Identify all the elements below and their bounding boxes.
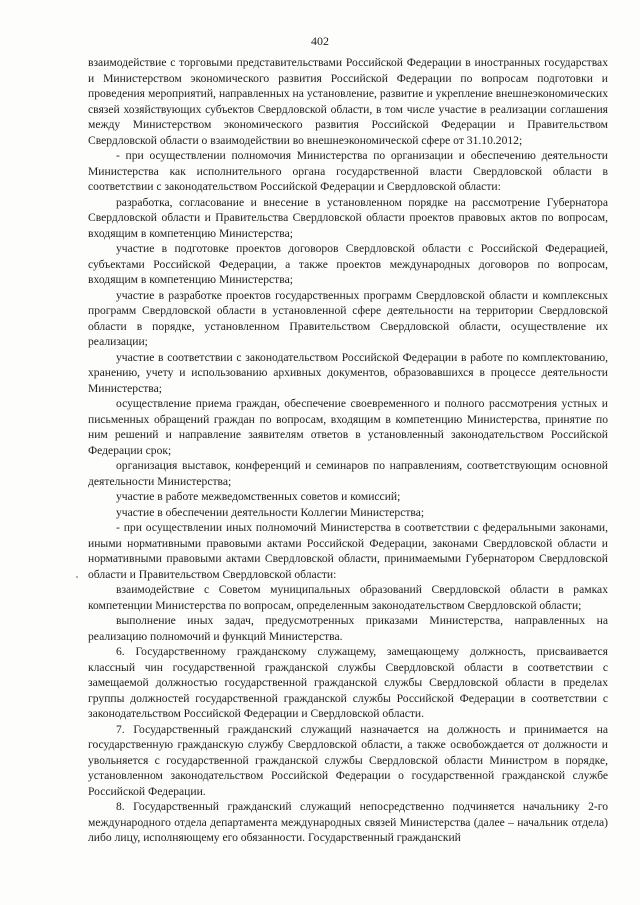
paragraph: участие в разработке проектов государственных программ Свердловской области и комплексных программ Свердловской области в установленной сфере деятельности на территории Свердловской области в порядке, установленном Правительством Свердловской области, осуществление их реализации; [88,288,608,348]
paragraph: участие в подготовке проектов договоров Свердловской области с Российской Федерацией, субъектами Российской Федерации, а также проектов международных договоров по вопросам, входящим в компетенцию Министерства; [88,242,608,286]
paragraph: 6. Государственному гражданскому служащему, замещающему должность, присваивается классный чин государственной гражданской службы Свердловской области в соответствии с замещаемой должностью государственной гражданской службы Свердловской области в пределах группы должностей государственной гражданской службы Российской Федерации в соответствии с законодательством Российской Федерации и Свердловской области. [88,645,608,720]
paragraph: - при осуществлении иных полномочий Министерства в соответствии с федеральными законами, иными нормативными правовыми актами Российской Федерации, законами Свердловской области и нормативными правовыми актами Свердловской области, принимаемыми Губернатором Свердловской области и Правительством Свердловской области: [88,521,608,581]
paragraph: взаимодействие с торговыми представительствами Российской Федерации в иностранных государствах и Министерством экономического развития Российской Федерации по вопросам подготовки и проведения мероприятий, направленных на установление, развитие и укрепление внешнеэкономических связей хозяйствующих субъектов Свердловской области, в том числе участие в реализации соглашения между Министерством экономического развития Российской Федерации и Правительством Свердловской области о взаимодействии во внешнеэкономической сфере от 31.10.2012; [88,56,608,147]
paragraph: осуществление приема граждан, обеспечение своевременного и полного рассмотрения устных и письменных обращений граждан по вопросам, входящим в компетенцию Министерства, принятие по ним решений и направление заявителям ответов в установленный законодательством Российской Федерации срок; [88,397,608,457]
paragraph: организация выставок, конференций и семинаров по направлениям, соответствующим основной деятельности Министерства; [88,459,608,488]
paragraph: взаимодействие с Советом муниципальных образований Свердловской области в рамках компетенции Министерства по вопросам, определенным законодательством Свердловской области; [88,583,608,612]
paragraph: - при осуществлении полномочия Министерства по организации и обеспечению деятельности Министерства как исполнительного органа государственной власти Свердловской области в соответствии с законодательством Российской Федерации и Свердловской области: [88,149,608,193]
scan-speck [76,576,78,578]
paragraph: разработка, согласование и внесение в установленном порядке на рассмотрение Губернатора Свердловской области и Правительства Свердловской области проектов правовых актов по вопросам, входящим в компетенцию Министерства; [88,195,608,240]
paragraph: участие в обеспечении деятельности Коллегии Министерства; [116,505,425,519]
page-number: 402 [311,34,329,48]
paragraph: 7. Государственный гражданский служащий назначается на должность и принимается на государственную гражданскую службу Свердловской области, а также освобождается от должности и увольняется с государственной гражданской службы Свердловской области Министром в порядке, установленном законодательством Российской Федерации о государственной гражданской службе Российской Федерации. [88,722,608,798]
paragraph: выполнение иных задач, предусмотренных приказами Министерства, направленных на реализацию полномочий и функций Министерства. [88,614,608,643]
paragraph: участие в соответствии с законодательством Российской Федерации в работе по комплектованию, хранению, учету и использованию архивных документов, образовавшихся в процессе деятельности Министерства; [88,350,608,395]
paragraph: 8. Государственный гражданский служащий непосредственно подчиняется начальнику 2-го международного отдела департамента международных связей Министерства (далее – начальник отдела) либо лицу, исполняющему его обязанности. Государственный гражданский [88,800,608,844]
paragraph: участие в работе межведомственных советов и комиссий; [116,490,401,503]
body-text [88,55,608,846]
